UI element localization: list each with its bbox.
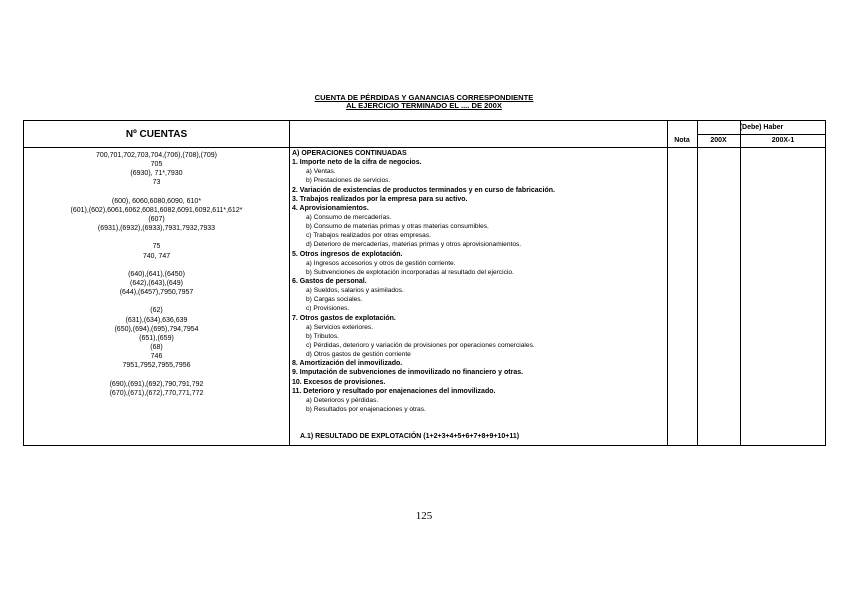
account-entry: (631),(634),636,639 (125, 316, 188, 324)
concept-line: 11. Deterioro y resultado por enajenaciones del inmovilizado. (292, 387, 496, 395)
concept-line: b) Consumo de materias primas y otras materias consumibles. (306, 223, 489, 231)
page-number: 125 (415, 510, 433, 522)
concept-line: 9. Imputación de subvenciones de inmovilizado no financiero y otras. (292, 369, 524, 377)
concept-line: 1. Importe neto de la cifra de negocios. (292, 159, 422, 167)
divider (697, 121, 698, 445)
title-line-1: CUENTA DE PÉRDIDAS Y GANANCIAS CORRESPONDIENTE (314, 93, 534, 102)
account-entry: (6930), 71*,7930 (130, 170, 183, 178)
account-entry: (670),(671),(672),770,771,772 (109, 389, 204, 397)
concept-line: 10. Excesos de provisiones. (292, 378, 386, 386)
concept-line: a) Deterioros y pérdidas. (306, 396, 379, 404)
concept-line: a) Ventas. (306, 168, 336, 176)
account-entry: (642),(643),(649) (130, 279, 183, 287)
pnl-table (23, 120, 826, 446)
concept-line: a) Consumo de mercaderías. (306, 213, 392, 221)
concept-line: 7. Otros gastos de explotación. (292, 314, 396, 322)
divider (697, 134, 826, 135)
account-entry: (601),(602),6061,6062,6081,6082,6091,6092,611*,612* (70, 206, 243, 214)
account-entry: (68) (150, 343, 163, 351)
concept-line: c) Provisiones. (306, 305, 350, 313)
divider (740, 121, 741, 445)
account-entry (24, 297, 289, 306)
header-200x-1: 200X-1 (771, 137, 795, 144)
account-entry: 75 (152, 243, 161, 251)
account-entry: (62) (150, 307, 163, 315)
account-entry: 705 (150, 161, 163, 169)
concept-line: 4. Aprovisionamientos. (292, 204, 369, 212)
account-entry: (640),(641),(6450) (128, 270, 185, 278)
account-entry: (600), 6060,6080,6090, 610* (111, 197, 202, 205)
account-entry: 73 (152, 179, 161, 187)
concept-line: 8. Amortización del inmovilizado. (292, 360, 403, 368)
concept-line: 2. Variación de existencias de productos terminados y en curso de fabricación. (292, 186, 555, 194)
result-line: A.1) RESULTADO DE EXPLOTACIÓN (1+2+3+4+5+6+7+8+9+10+11) (300, 433, 520, 441)
header-200x: 200X (710, 137, 727, 144)
account-entry (24, 261, 289, 270)
concept-line: d) Deterioro de mercaderías, materias primas y otros aprovisionamientos. (306, 241, 522, 249)
accounts-column (24, 151, 289, 398)
concept-line: 3. Trabajos realizados por la empresa para su activo. (292, 195, 468, 203)
account-entry (24, 233, 289, 242)
concept-line: d) Otros gastos de gestión corriente (306, 351, 411, 359)
account-entry (24, 188, 289, 197)
divider (667, 121, 668, 445)
concept-line: b) Tributos. (306, 332, 339, 340)
concept-line: a) Ingresos accesorios y otros de gestión corriente. (306, 259, 456, 267)
account-entry: (650),(694),(695),794,7954 (114, 325, 199, 333)
concept-line: c) Trabajos realizados por otras empresas. (306, 232, 431, 240)
account-entry: (690),(691),(692),790,791,792 (109, 380, 204, 388)
header-debe-haber: (Debe) Haber (739, 124, 784, 131)
concept-line: a) Servicios exteriores. (306, 323, 374, 331)
account-entry (24, 370, 289, 379)
account-entry: 746 (150, 353, 163, 361)
concepts-column (292, 149, 667, 441)
concept-line: a) Sueldos, salarios y asimilados. (306, 287, 404, 295)
concept-line: 5. Otros ingresos de explotación. (292, 250, 403, 258)
concept-line: b) Resultados por enajenaciones y otras. (306, 405, 426, 413)
concept-line: c) Pérdidas, deterioro y variación de provisiones por operaciones comerciales. (306, 341, 535, 349)
divider (289, 121, 290, 445)
concept-line: A) OPERACIONES CONTINUADAS (292, 150, 407, 157)
account-entry: (644),(6457),7950,7957 (119, 289, 194, 297)
account-entry: (6931),(6932),(6933),7931,7932,7933 (97, 225, 216, 233)
account-entry: (607) (148, 215, 165, 223)
concept-line: b) Subvenciones de explotación incorporadas al resultado del ejercicio. (306, 268, 514, 276)
concept-line: b) Cargas sociales. (306, 296, 363, 304)
title-line-2: AL EJERCICIO TERMINADO EL .... DE 200X (346, 101, 502, 110)
account-entry: 7951,7952,7955,7956 (122, 362, 191, 370)
concept-line: b) Prestaciones de servicios. (306, 177, 391, 185)
header-cuentas: Nº CUENTAS (125, 128, 188, 140)
concept-line: 6. Gastos de personal. (292, 277, 367, 285)
divider (24, 147, 826, 148)
account-entry: 740, 747 (142, 252, 171, 260)
account-entry: 700,701,702,703,704,(706),(708),(709) (95, 152, 218, 159)
header-nota: Nota (674, 137, 690, 144)
account-entry: (651),(659) (139, 334, 174, 342)
